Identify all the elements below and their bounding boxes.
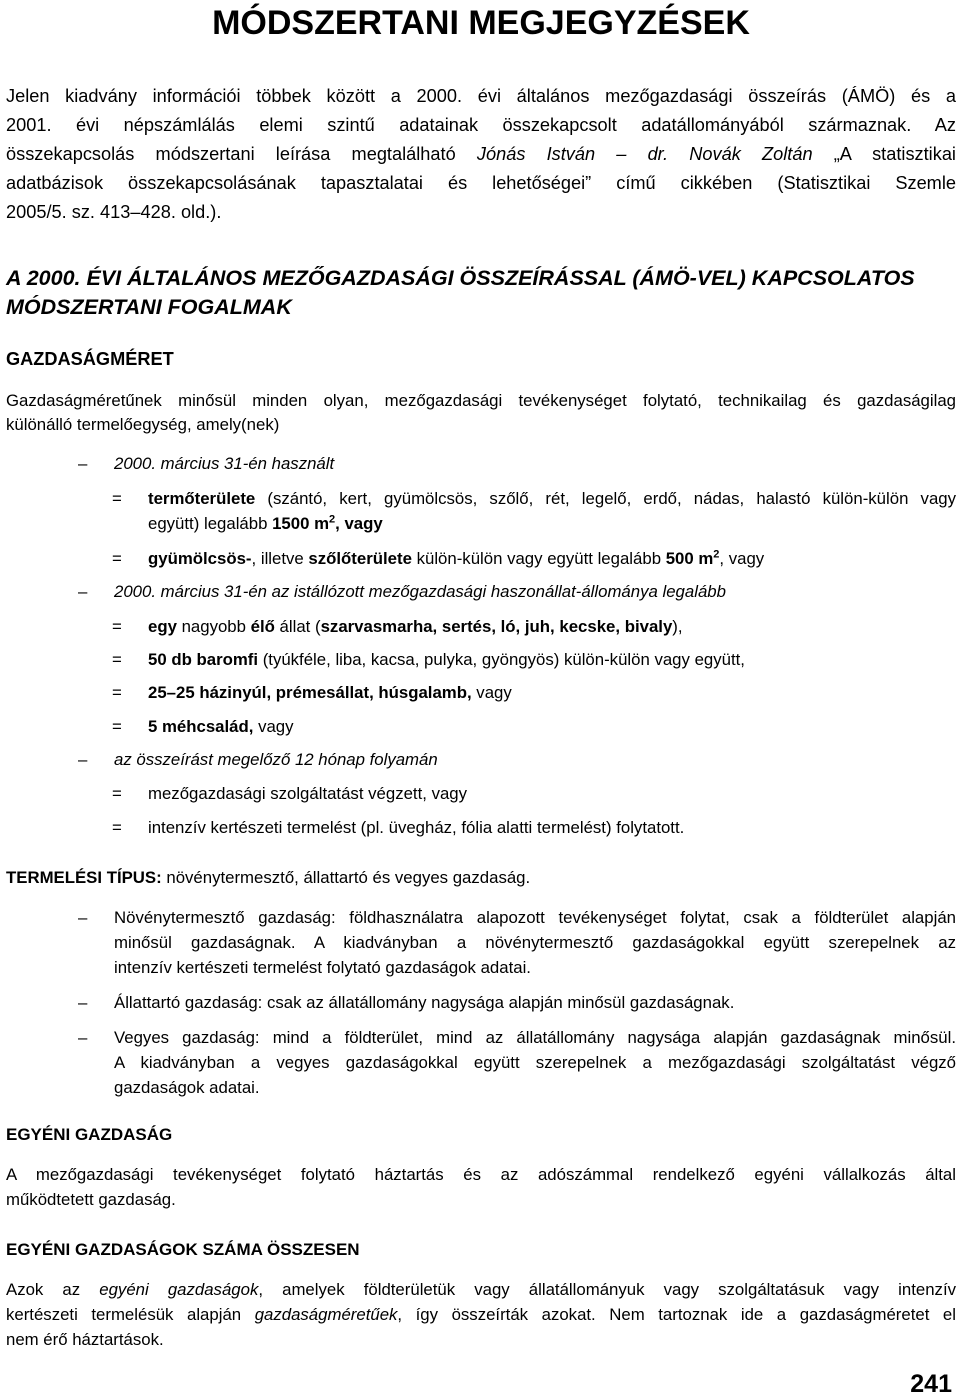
heading-termelesi-tipus: TERMELÉSI TÍPUS: növénytermesztő, állattartó és vegyes gazdaság. <box>6 868 531 887</box>
gazdasagmeret-def-1: Gazdaságméretűnek minősül minden olyan, mezőgazdasági tevékenységet folytató, technikailag és gazdaságilag <box>6 391 956 410</box>
dash-bullet: – <box>78 750 88 769</box>
equals-bullet: = <box>112 717 122 736</box>
egyeni-line-2: működtetett gazdaság. <box>6 1190 176 1209</box>
gazdasagmeret-def-2: különálló termelőegység, amely(nek) <box>6 415 280 434</box>
mixed-farm-line-2: A kiadványban a vegyes gazdaságokkal együtt szerepelnek a mezőgazdasági szolgáltatást végző <box>114 1053 956 1072</box>
livestock-farm-line: Állattartó gazdaság: csak az állatállomány nagysága alapján minősül gazdaságnak. <box>114 993 735 1012</box>
equals-bullet: = <box>112 784 122 803</box>
termoterulete-line-2: együtt) legalább 1500 $m^2$, vagy <box>148 513 383 533</box>
equals-bullet: = <box>112 617 122 636</box>
livestock-poultry: 50 db baromfi (tyúkféle, liba, kacsa, pulyka, gyöngyös) külön-külön vagy együtt, <box>148 650 745 669</box>
mixed-farm-line-3: gazdaságok adatai. <box>114 1078 260 1097</box>
termoterulete-line-1: termőterülete (szántó, kert, gyümölcsös, szőlő, rét, legelő, erdő, nádas, halastó külön-külön vagy <box>148 489 956 508</box>
plant-farm-line-3: intenzív kertészeti termelést folytató gazdaságok adatai. <box>114 958 531 977</box>
dash-bullet: – <box>78 582 88 601</box>
szama-line-2: kertészeti termelésük alapján gazdaságméretűek, így összeírták azokat. Nem tartoznak ide a gazdaságméretet el <box>6 1305 956 1324</box>
szama-line-3: nem érő háztartások. <box>6 1330 164 1349</box>
section-title-line-1: A 2000. ÉVI ÁLTALÁNOS MEZŐGAZDASÁGI ÖSSZEÍRÁSSAL (ÁMÖ-VEL) KAPCSOLATOS <box>6 266 915 290</box>
page-number: 241 <box>910 1370 952 1398</box>
equals-bullet: = <box>112 549 122 568</box>
heading-gazdasagmeret: GAZDASÁGMÉRET <box>6 349 174 369</box>
equals-bullet: = <box>112 650 122 669</box>
horticulture-line: intenzív kertészeti termelést (pl. üvegház, fólia alatti termelést) folytatott. <box>148 818 685 837</box>
equals-bullet: = <box>112 489 122 508</box>
gyumolcsos-line: gyümölcsös-, illetve szőlőterülete külön-külön vagy együtt legalább 500 $m^2$, vagy <box>148 548 765 568</box>
criterion-livestock: 2000. március 31-én az istállózott mezőgazdasági haszonállat-állománya legalább <box>114 582 726 601</box>
equals-bullet: = <box>112 818 122 837</box>
dash-bullet: – <box>78 454 88 473</box>
author-names: Jónás István – dr. Novák Zoltán <box>476 144 813 164</box>
livestock-rabbits: 25–25 házinyúl, prémesállat, húsgalamb, vagy <box>148 683 512 702</box>
dash-bullet: – <box>78 1028 88 1047</box>
heading-egyeni-gazdasag: EGYÉNI GAZDASÁG <box>6 1125 173 1144</box>
intro-line-5: 2005/5. sz. 413–428. old.). <box>6 202 222 222</box>
equals-bullet: = <box>112 683 122 702</box>
intro-line-1: Jelen kiadvány információi többek között a 2000. évi általános mezőgazdasági összeírás (ÁMÖ) és a <box>6 86 956 106</box>
plant-farm-line-2: minősül gazdaságnak. A kiadványban a növénytermesztő gazdaságokkal együtt szerepelnek az <box>114 933 956 952</box>
intro-line-3: összekapcsolás módszertani leírása megtalálható Jónás István – dr. Novák Zoltán „A statisztikai <box>6 144 956 164</box>
livestock-large-animal: egy nagyobb élő állat (szarvasmarha, sertés, ló, juh, kecske, bivaly), <box>148 617 683 636</box>
egyeni-line-1: A mezőgazdasági tevékenységet folytató háztartás és az adószámmal rendelkező egyéni vállalkozás által <box>6 1165 956 1184</box>
criterion-land-use: 2000. március 31-én használt <box>114 454 335 473</box>
heading-egyeni-gazdasagok-szama: EGYÉNI GAZDASÁGOK SZÁMA ÖSSZESEN <box>6 1240 360 1259</box>
plant-farm-line-1: Növénytermesztő gazdaság: földhasználatra alapozott tevékenységet folytat, csak a földterület alapján <box>114 908 956 927</box>
services-line: mezőgazdasági szolgáltatást végzett, vagy <box>148 784 468 803</box>
page-title: MÓDSZERTANI MEGJEGYZÉSEK <box>212 4 750 42</box>
criterion-services: az összeírást megelőző 12 hónap folyamán <box>114 750 438 769</box>
dash-bullet: – <box>78 993 88 1012</box>
intro-line-2: 2001. évi népszámlálás elemi szintű adatainak összekapcsolt adatállományából származnak. Az <box>6 115 956 135</box>
dash-bullet: – <box>78 908 88 927</box>
section-title-line-2: MÓDSZERTANI FOGALMAK <box>6 295 292 319</box>
szama-line-1: Azok az egyéni gazdaságok, amelyek földterületük vagy állatállományuk vagy szolgáltatásuk vagy intenzív <box>6 1280 956 1299</box>
mixed-farm-line-1: Vegyes gazdaság: mind a földterület, mind az állatállomány nagysága alapján gazdaságnak minősül. <box>114 1028 956 1047</box>
livestock-bees: 5 méhcsalád, vagy <box>148 717 294 736</box>
intro-line-4: adatbázisok összekapcsolásának tapasztalatai és lehetőségei” című cikkében (Statisztikai Szemle <box>6 173 956 193</box>
